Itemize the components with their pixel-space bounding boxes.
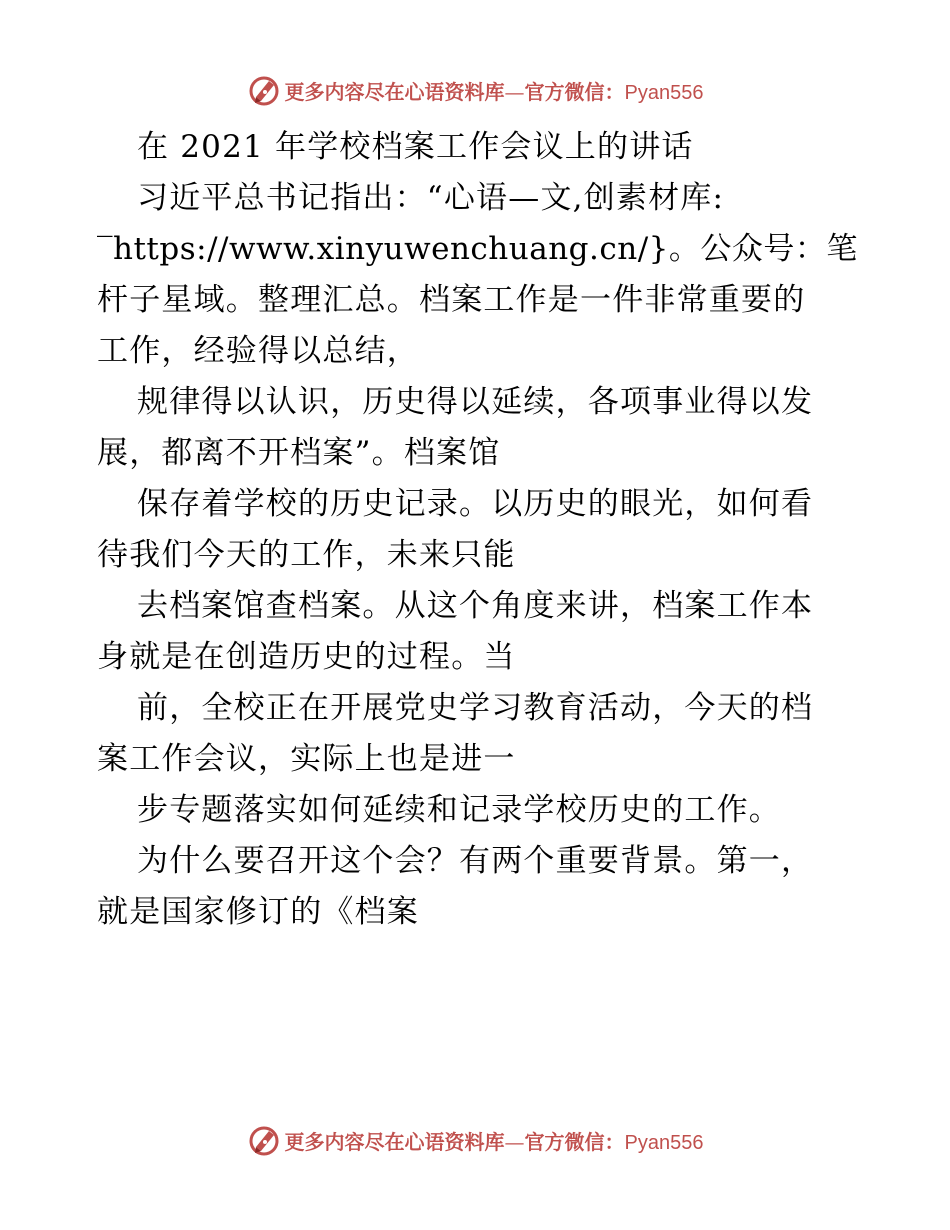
paragraph-line: 规律得以认识，历史得以延续，各项事业得以发 <box>137 384 814 420</box>
banner-wechat-label: 官方微信： <box>524 1129 625 1154</box>
paragraph-line: 习近平总书记指出：“心语—文,创素材库: <box>137 180 725 216</box>
paragraph-line: 展，都离不开档案”。档案馆 <box>97 435 501 471</box>
banner-wechat-id: Pyan556 <box>624 81 704 104</box>
paragraph-line: 步专题落实如何延续和记录学校历史的工作。 <box>137 792 781 828</box>
banner-site-name: 更多内容尽在心语资料库 <box>284 79 505 104</box>
paragraph-line: 案工作会议，实际上也是进一 <box>97 741 516 777</box>
paragraph-line: 前，全校正在开展党史学习教育活动，今天的档 <box>137 690 814 726</box>
footer-banner-text <box>285 1126 704 1155</box>
paragraph-line: 保存着学校的历史记录。以历史的眼光，如何看 <box>137 486 814 522</box>
paragraph-line: 杆子星域。整理汇总。档案工作是一件非常重要的 <box>97 282 806 318</box>
banner-dash: — <box>504 1129 525 1154</box>
paragraph-line: ‾https://www.xinyuwenchuang.cn/}。公众号：笔 <box>97 231 858 267</box>
paragraph-line: 身就是在创造历史的过程。当 <box>97 639 516 675</box>
banner-dash: — <box>504 79 525 104</box>
banner-wechat-label: 官方微信： <box>524 79 625 104</box>
document-body <box>97 122 857 938</box>
banner-wechat-id: Pyan556 <box>624 1131 704 1154</box>
banner-site-name: 更多内容尽在心语资料库 <box>284 1129 505 1154</box>
paragraph-line: 去档案馆查档案。从这个角度来讲，档案工作本 <box>137 588 814 624</box>
paragraph-line: 就是国家修订的《档案 <box>97 894 419 930</box>
header-banner-text <box>285 76 704 105</box>
paragraph-line: 待我们今天的工作，未来只能 <box>97 537 516 573</box>
header-banner <box>0 70 950 110</box>
footer-banner <box>0 1120 950 1160</box>
doc-title: 在 2021 年学校档案工作会议上的讲话 <box>137 129 694 165</box>
paragraph-line: 工作，经验得以总结， <box>97 333 419 369</box>
paragraph-line: 为什么要召开这个会？有两个重要背景。第一， <box>137 843 814 879</box>
pen-circle-logo-icon <box>247 73 281 107</box>
pen-circle-logo-icon <box>247 1123 281 1157</box>
